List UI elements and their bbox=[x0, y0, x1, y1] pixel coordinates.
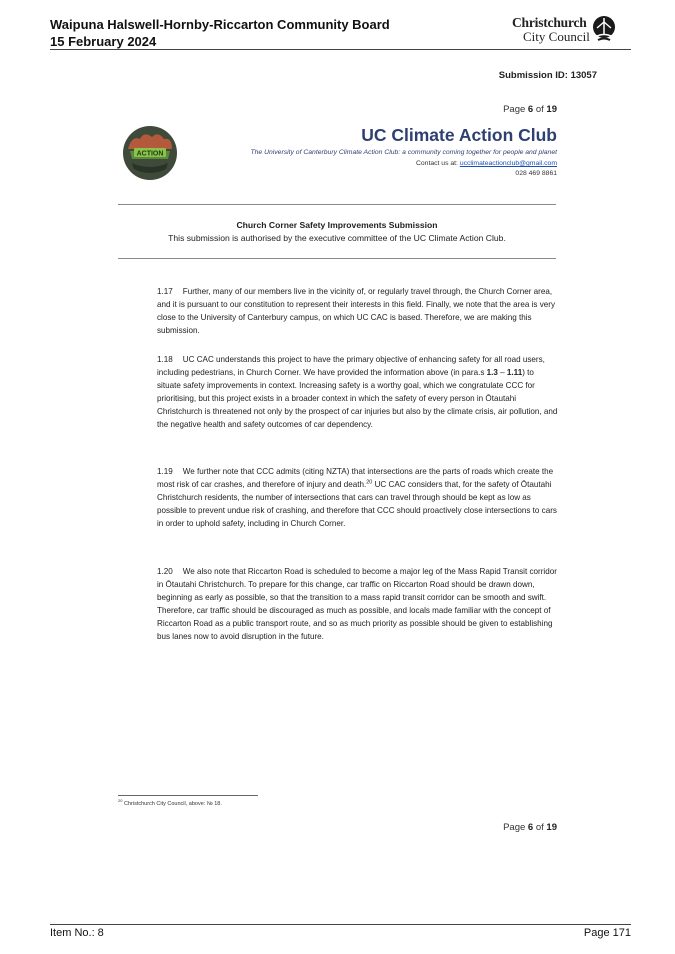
paragraph-number: 1.18 bbox=[157, 355, 173, 364]
club-contact bbox=[416, 160, 557, 167]
paragraph-text: UC CAC considers that, for the safety of Ōtautahi Christchurch residents, the number of intersections that cars can travel through should be kept as low as possible to prevent undue risk of crashing, and therefore that CCC should proactively close intersections to cars in order to uphold safety, including in Church Corner. bbox=[157, 479, 557, 528]
paragraph-text: We further note that CCC admits (citing NZTA) that intersections are the parts of roads which create the most risk of car crashes, and therefore of injury and death. bbox=[157, 467, 554, 489]
paragraph-1-19 bbox=[157, 466, 559, 531]
footnote bbox=[118, 798, 222, 807]
paragraph-text: UC CAC understands this project to have the primary objective of enhancing safety for all road users, including pedestrians, in Church Corner. We have provided the information above (in para.s bbox=[157, 355, 545, 377]
submission-title: Church Corner Safety Improvements Submission bbox=[236, 220, 438, 230]
paragraph-1-17 bbox=[157, 286, 559, 338]
paragraph-text: Further, many of our members live in the vicinity of, or regularly travel through, the Church Corner area, and it is pursuant to our constitution to represent their interests in this field. Finally, we note that the area is very close to the University of Canterbury campus, on which UC CAC is based. Therefore, we are making this submission. bbox=[157, 287, 555, 335]
paragraph-number: 1.20 bbox=[157, 567, 173, 576]
header-rule bbox=[50, 49, 631, 50]
contact-prefix: Contact us at: bbox=[415, 160, 458, 167]
club-email-link[interactable]: ucclimateactionclub@gmail.com bbox=[459, 160, 557, 167]
council-emblem-icon bbox=[592, 15, 616, 43]
letterhead-rule-bottom bbox=[118, 258, 556, 259]
club-tagline: The University of Canterbury Climate Action Club: a community coming together for people and planet bbox=[250, 149, 557, 156]
submission-id: Submission ID: 13057 bbox=[498, 70, 597, 81]
page-number-top: Page 6 of 19 bbox=[503, 104, 557, 115]
agenda-page-number: Page 171 bbox=[583, 927, 631, 939]
club-name: UC Climate Action Club bbox=[361, 125, 557, 145]
paragraph-1-20 bbox=[157, 566, 559, 643]
header-board-title bbox=[50, 16, 390, 50]
club-phone: 028 469 8861 bbox=[515, 170, 557, 177]
para-ref: 1.11 bbox=[506, 367, 523, 377]
club-logo-icon bbox=[122, 125, 178, 181]
item-number: Item No.: 8 bbox=[50, 927, 104, 939]
paragraph-text: ) to situate safety improvements in context. Increasing safety is a worthy goal, which we congratulate CCC for prioritising, but this project exists in a broader context in which the safety of every person in Ōtautahi Christchurch is threatened not only by the prospect of car injuries but also by the climate crisis, air pollution, and the negative health and safety outcomes of car dependency. bbox=[157, 367, 558, 429]
board-name: Waipuna Halswell-Hornby-Riccarton Community Board bbox=[50, 17, 390, 32]
logo-line2: City Council bbox=[523, 29, 590, 44]
svg-text:ACTION: ACTION bbox=[136, 150, 164, 158]
footnote-rule bbox=[118, 795, 258, 796]
footnote-text: Christchurch City Council, above: № 18. bbox=[123, 801, 222, 807]
meeting-date: 15 February 2024 bbox=[50, 34, 157, 49]
authorisation-statement: This submission is authorised by the executive committee of the UC Climate Action Club. bbox=[168, 233, 506, 243]
christchurch-city-council-logo bbox=[512, 14, 616, 44]
page-number-bottom: Page 6 of 19 bbox=[503, 822, 557, 833]
paragraph-number: 1.19 bbox=[157, 467, 173, 476]
paragraph-1-18: 1.18 UC CAC understands this project to have the primary objective of enhancing safety for all road users, including pedestrians, in Church Corner. We have provided the information above (in para.s 1.3 – 1.11) to situate safety improvements in context. Increasing safety is a worthy goal, which we congratulate CCC for prioritising, but this project exists in a broader context in which the safety of every person in Ōtautahi Christchurch is threatened not only by the prospect of car injuries but also by the climate crisis, air pollution, and the negative health and safety outcomes of car dependency. bbox=[157, 355, 558, 429]
para-ref: 1.3 bbox=[486, 367, 498, 377]
footnote-reference[interactable]: 20 bbox=[366, 479, 373, 486]
footer-rule bbox=[50, 924, 631, 925]
logo-line1: Christchurch bbox=[512, 15, 587, 30]
paragraph-number: 1.17 bbox=[157, 287, 173, 296]
footnote-number: 20 bbox=[118, 798, 123, 804]
letterhead-rule-top bbox=[118, 204, 556, 205]
paragraph-text: We also note that Riccarton Road is scheduled to become a major leg of the Mass Rapid Transit corridor in Ōtautahi Christchurch. To prepare for this change, car traffic on Riccarton Road should be drawn down, beginning as early as possible, so that the transition to a mass rapid transit corridor can be smooth and swift. Therefore, car traffic should be discouraged as much as possible, and locals made familiar with the concept of Riccarton Road as a public transport route, and so as much priority as possible should be given to establishing bus lanes now to avoid disruption in the future. bbox=[157, 567, 557, 641]
